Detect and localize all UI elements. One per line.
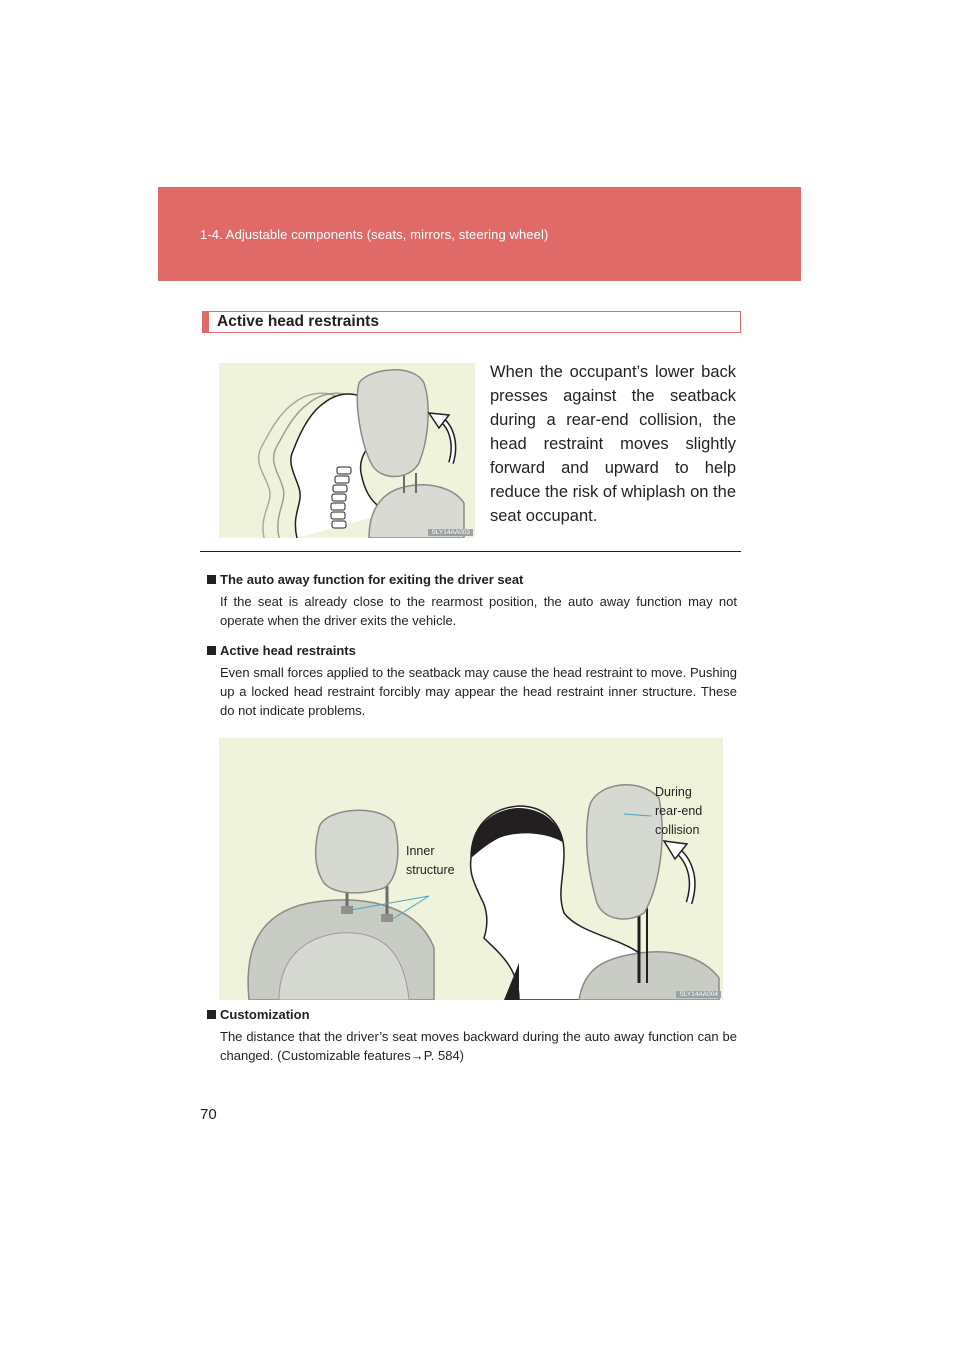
note-body: Even small forces applied to the seatback may cause the head restraint to move. Pushing up a locked head restraint forcibly may appear the head restraint inner structure. These do not indicate problems. [220,665,737,718]
figure-inner-structure [219,738,723,1000]
figure-head-restraint-motion [219,363,475,538]
note-heading: Customization [220,1007,310,1022]
bullet-square-icon [207,1010,216,1019]
note-body: If the seat is already close to the rearmost position, the auto away function may not operate when the driver exits the vehicle. [220,594,737,628]
label-during-line2: rear-end [655,804,703,818]
section-intro: When the occupant’s lower back presses against the seatback during a rear-end collision, the head restraint moves slightly forward and upward to help reduce the risk of whiplash on the seat occupant. [490,363,736,525]
section-accent-mark [203,312,209,332]
note-customization [207,1007,737,1065]
label-during-line1: During [655,785,692,799]
header-band [158,187,801,281]
label-inner-line1: Inner [406,844,435,858]
note-active-head-restraints [207,643,737,720]
bullet-square-icon [207,646,216,655]
label-during-line3: collision [655,823,700,837]
label-inner-structure [406,842,455,880]
breadcrumb: 1-4. Adjustable components (seats, mirrors, steering wheel) [200,227,549,242]
label-inner-line2: structure [406,863,455,877]
note-body: The distance that the driver’s seat moves backward during the auto away function can be changed. (Customizable features→P. 584) [220,1029,737,1063]
note-heading: The auto away function for exiting the driver seat [220,572,524,587]
divider [200,551,741,552]
section-title: Active head restraints [217,313,379,330]
head-restraint-illustration [219,363,475,538]
bullet-square-icon [207,575,216,584]
note-auto-away [207,572,737,630]
figure-code: SLY14AA004 [676,991,721,998]
seat-illustration [219,738,723,1000]
section-title-bar [202,311,741,333]
page-number: 70 [200,1106,217,1123]
figure-code: SLY14AA003 [428,529,473,536]
label-during-collision [655,783,702,840]
note-heading: Active head restraints [220,643,356,658]
